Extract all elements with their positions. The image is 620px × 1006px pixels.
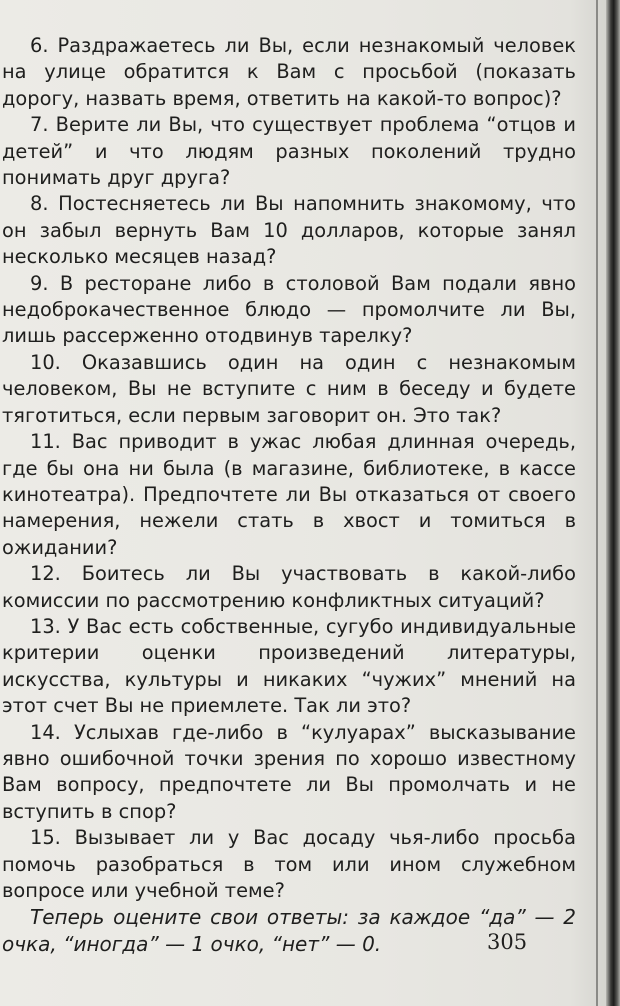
question-7: 7. Верите ли Вы, что существует проблема “отцов и детей” и что людям разных поколений трудно понимать друг друга?	[2, 113, 576, 190]
question-10: 10. Оказавшись один на один с незнакомым человеком, Вы не вступите с ним в беседу и будете тяготиться, если первым заговорит он. Это так?	[2, 350, 576, 427]
question-8: 8. Постесняетесь ли Вы напомнить знакомому, что он забыл вернуть Вам 10 долларов, которые занял несколько месяцев назад?	[2, 192, 576, 269]
scoring-instructions: Теперь оцените свои ответы: за каждое “да” — 2 очка, “иногда” — 1 очко, “нет” — 0.	[2, 905, 576, 956]
question-15: 15. Вызывает ли у Вас досаду чья-либо просьба помочь разобраться в том или ином служебном вопросе или учебной теме?	[2, 826, 576, 902]
question-14: 14. Услыхав где-либо в “кулуарах” высказывание явно ошибочной точки зрения по хорошо известному Вам вопросу, предпочтете ли Вы промолчать и не вступить в спор?	[2, 720, 576, 823]
questionnaire-text	[2, 33, 576, 957]
book-spine	[606, 0, 620, 1006]
question-11: 11. Вас приводит в ужас любая длинная очередь, где бы она ни была (в магазине, библиотеке, в кассе кинотеатра). Предпочтете ли Вы отказаться от своего намерения, нежели стать в хвост и томиться в ожидании?	[2, 430, 576, 559]
question-9: 9. В ресторане либо в столовой Вам подали явно недоброкачественное блюдо — промолчите ли Вы, лишь рассерженно отодвинув тарелку?	[2, 271, 576, 348]
question-13: 13. У Вас есть собственные, сугубо индивидуальные критерии оценки произведений литературы, искусства, культуры и никаких “чужих” мнений на этот счет Вы не приемлете. Так ли это?	[2, 614, 576, 718]
page-edge-line	[596, 0, 598, 1006]
page-number: 305	[487, 930, 528, 954]
question-12: 12. Боитесь ли Вы участвовать в какой-либо комиссии по рассмотрению конфликтных ситуаций?	[2, 562, 576, 612]
question-6: 6. Раздражаетесь ли Вы, если незнакомый человек на улице обратится к Вам с просьбой (показать дорогу, назвать время, ответить на какой-то вопрос)?	[2, 34, 576, 110]
